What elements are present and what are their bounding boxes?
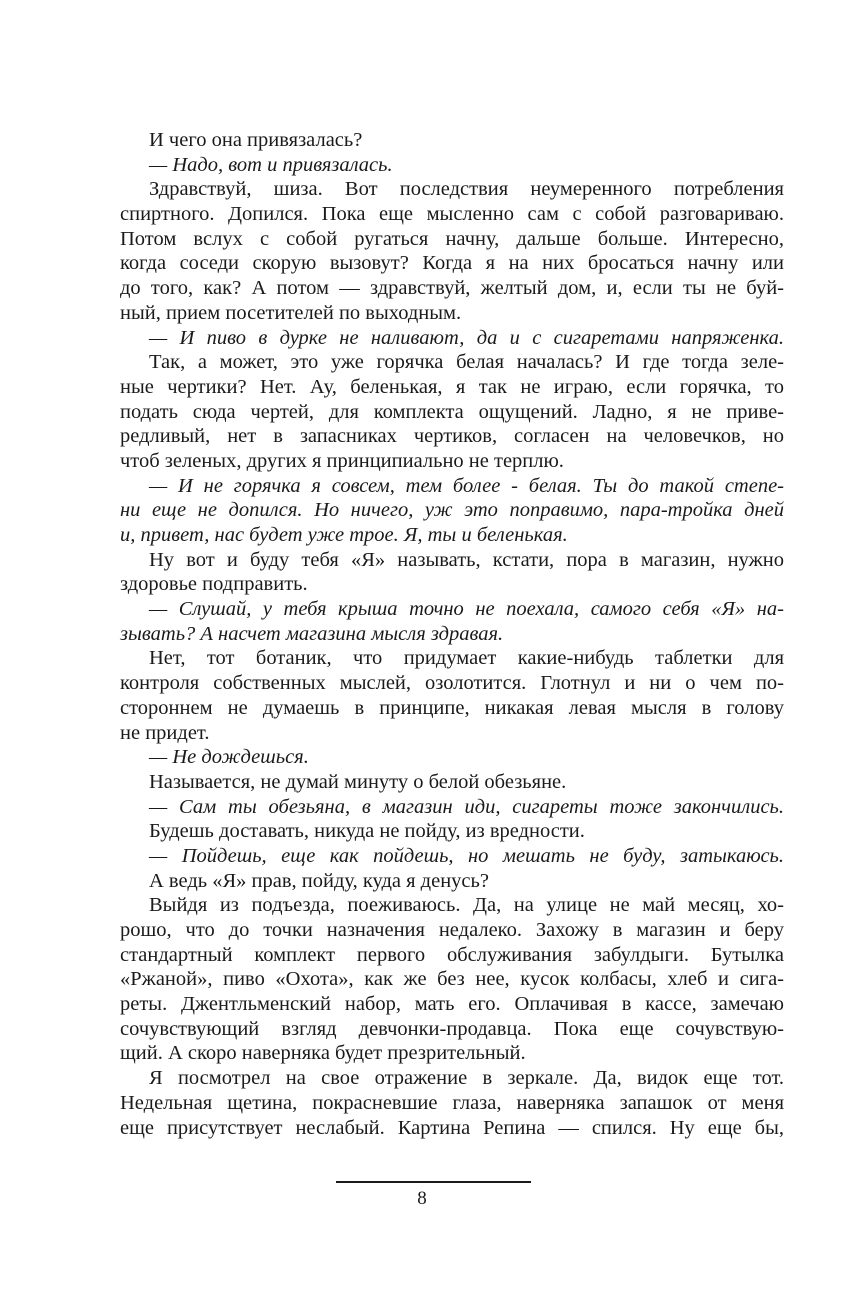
text-line: сочувствующий взгляд девчонки-продавца. Пока еще сочувствую- bbox=[120, 1017, 784, 1040]
dialogue-line: зывать? А насчет магазина мысля здравая. bbox=[120, 622, 504, 645]
text-line: Здравствуй, шиза. Вот последствия неумеренного потребления bbox=[149, 178, 784, 201]
dialogue-line: — Сам ты обезьяна, в магазин иди, сигареты тоже закончились. bbox=[149, 795, 784, 818]
text-line: щий. А скоро наверняка будет презрительный. bbox=[120, 1042, 526, 1065]
text-line: И чего она привязалась? bbox=[149, 129, 363, 151]
text-line: рошо, что до точки назначения недалеко. Захожу в магазин и беру bbox=[120, 919, 784, 941]
text-line: Называется, не думай минуту о белой обезьяне. bbox=[149, 770, 567, 793]
dialogue-line: ни еще не допился. Но ничего, уж это поправимо, пара-тройка дней bbox=[120, 499, 784, 522]
text-line: А ведь «Я» прав, пойду, куда я денусь? bbox=[149, 869, 489, 892]
dialogue-line: — Не дождешься. bbox=[149, 746, 309, 769]
text-line: подать сюда чертей, для комплекта ощущений. Ладно, я не приве- bbox=[120, 400, 784, 423]
text-line: когда соседи скорую вызовут? Когда я на них бросаться начну или bbox=[120, 252, 784, 275]
text-line: «Ржаной», пиво «Охота», как же без нее, кусок колбасы, хлеб и сига- bbox=[120, 968, 784, 991]
text-line: Нет, тот ботаник, что придумает какие-нибудь таблетки для bbox=[149, 647, 784, 670]
dialogue-line: — И не горячка я совсем, тем более - белая. Ты до такой степе- bbox=[149, 474, 784, 497]
text-line: спиртного. Допился. Пока еще мысленно сам с собой разговариваю. bbox=[120, 203, 784, 226]
dialogue-line: — Пойдешь, еще как пойдешь, но мешать не буду, затыкаюсь. bbox=[149, 844, 784, 867]
text-line: стороннем не думаешь в принципе, никакая левая мысля в голову bbox=[120, 696, 784, 719]
dialogue-line: — И пиво в дурке не наливают, да и с сигаретами напряженка. bbox=[149, 326, 784, 349]
text-line: Я посмотрел на свое отражение в зеркале. Да, видок еще тот. bbox=[149, 1067, 784, 1090]
text-line: еще присутствует неслабый. Картина Репина — спился. Ну еще бы, bbox=[120, 1116, 784, 1139]
text-line: стандартный комплект первого обслуживания забулдыги. Бутылка bbox=[120, 943, 784, 966]
text-line: Потом вслух с собой ругаться начну, дальше больше. Интересно, bbox=[120, 227, 784, 250]
dialogue-line: — Слушай, у тебя крыша точно не поехала, самого себя «Я» на- bbox=[149, 598, 784, 621]
page-number: 8 bbox=[417, 1188, 427, 1209]
text-line: Будешь доставать, никуда не пойду, из вредности. bbox=[149, 820, 585, 843]
text-line: Выйдя из подъезда, поеживаюсь. Да, на улице не май месяц, хо- bbox=[149, 894, 784, 917]
body-text bbox=[120, 128, 784, 1140]
text-line: контроля собственных мыслей, озолотится. Глотнул и ни о чем по- bbox=[120, 672, 784, 695]
text-line: чтоб зеленых, других я принципиально не терплю. bbox=[120, 449, 564, 472]
text-line: здоровье подправить. bbox=[120, 573, 308, 596]
text-line: Ну вот и буду тебя «Я» называть, кстати, пора в магазин, нужно bbox=[149, 548, 784, 571]
text-line: ный, прием посетителей по выходным. bbox=[120, 301, 462, 324]
text-line: не придет. bbox=[120, 721, 210, 744]
text-line: Недельная щетина, покрасневшие глаза, наверняка запашок от меня bbox=[120, 1091, 784, 1114]
text-line: до того, как? А потом — здравствуй, желтый дом, и, если ты не буй- bbox=[120, 277, 784, 300]
text-line: редливый, нет в запасниках чертиков, согласен на человечков, но bbox=[120, 425, 784, 448]
footer-rule bbox=[336, 1181, 531, 1183]
dialogue-line: — Надо, вот и привязалась. bbox=[149, 153, 393, 176]
text-line: реты. Джентльменский набор, мать его. Оплачивая в кассе, замечаю bbox=[120, 993, 784, 1016]
text-line: Так, а может, это уже горячка белая началась? И где тогда зеле- bbox=[149, 351, 784, 374]
text-line: ные чертики? Нет. Ау, беленькая, я так не играю, если горячка, то bbox=[120, 375, 784, 398]
dialogue-line: и, привет, нас будет уже трое. Я, ты и беленькая. bbox=[120, 524, 568, 546]
